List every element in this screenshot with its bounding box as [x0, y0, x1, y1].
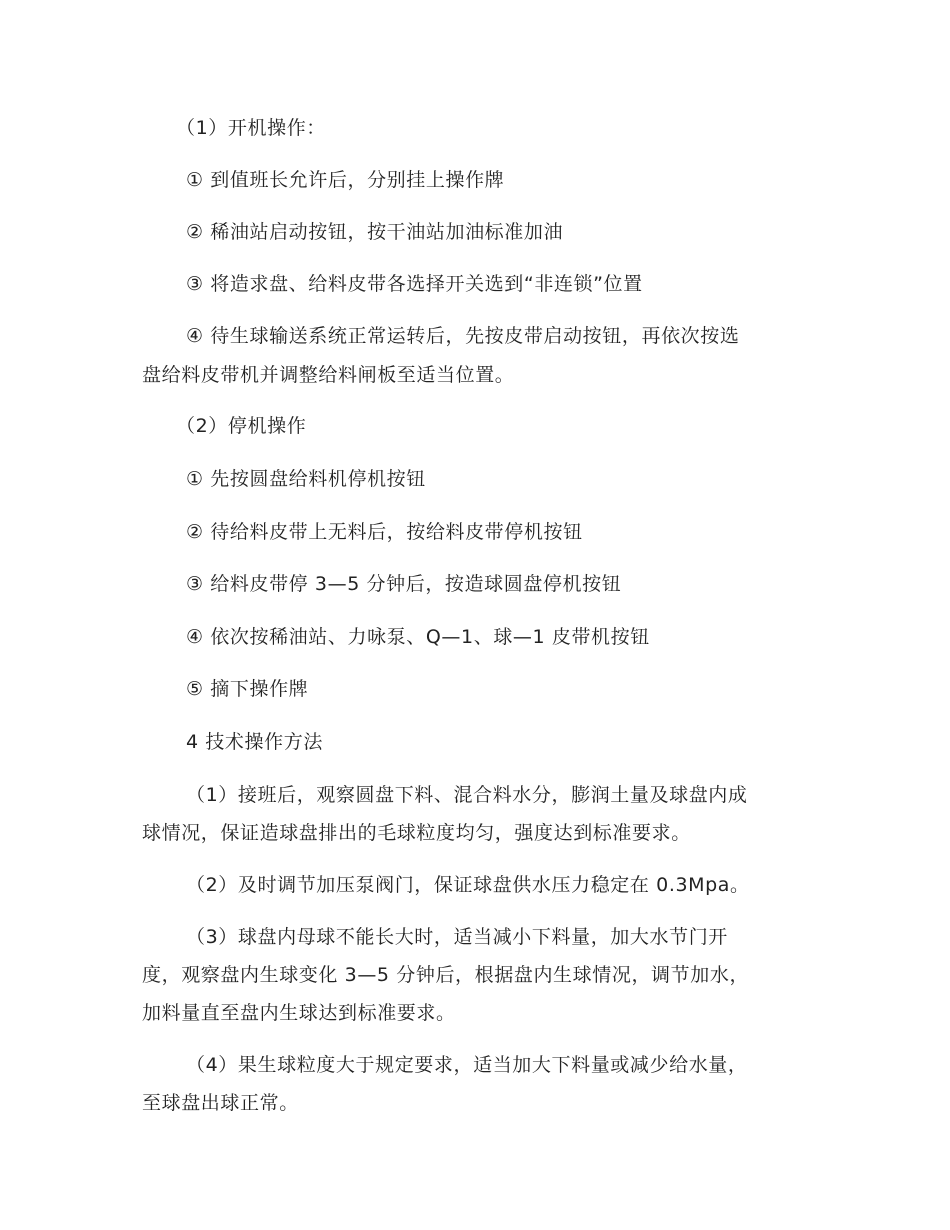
method-3-line-3: 加料量直至盘内生球达到标准要求。 [142, 1002, 456, 1024]
method-3-line-2: 度，观察盘内生球变化 3—5 分钟后，根据盘内生球情况，调节加水， [142, 964, 750, 986]
method-3-line-1: （3）球盘内母球不能长大时，适当减小下料量，加大水节门开 [186, 926, 728, 948]
method-4-line-1: （4）果生球粒度大于规定要求，适当加大下料量或减少给水量， [186, 1054, 748, 1076]
method-1-line-2: 球情况，保证造球盘排出的毛球粒度均匀，强度达到标准要求。 [142, 822, 691, 844]
startup-heading: （1）开机操作： [176, 117, 326, 139]
method-1-line-1: （1）接班后，观察圆盘下料、混合料水分，膨润土量及球盘内成 [186, 784, 748, 806]
startup-step-1: ① 到值班长允许后，分别挂上操作牌 [186, 169, 505, 191]
startup-step-3: ③ 将造求盘、给料皮带各选择开关选到“非连锁”位置 [186, 273, 643, 295]
startup-step-4-line-2: 盘给料皮带机并调整给料闸板至适当位置。 [142, 364, 515, 386]
method-2-line-1: （2）及时调节加压泵阀门，保证球盘供水压力稳定在 0.3Mpa。 [186, 874, 750, 896]
method-4-line-2: 至球盘出球正常。 [142, 1092, 299, 1114]
shutdown-step-2: ② 待给料皮带上无料后，按给料皮带停机按钮 [186, 521, 583, 543]
shutdown-heading: （2）停机操作 [176, 415, 307, 437]
startup-step-2: ② 稀油站启动按钮，按干油站加油标准加油 [186, 221, 564, 243]
shutdown-step-3: ③ 给料皮带停 3—5 分钟后，按造球圆盘停机按钮 [186, 573, 622, 595]
shutdown-step-5: ⑤ 摘下操作牌 [186, 678, 309, 700]
method-heading: 4 技术操作方法 [186, 731, 323, 753]
startup-step-4-line-1: ④ 待生球输送系统正常运转后，先按皮带启动按钮，再依次按选 [186, 325, 740, 347]
shutdown-step-1: ① 先按圆盘给料机停机按钮 [186, 468, 426, 490]
shutdown-step-4: ④ 依次按稀油站、力咏泵、Q—1、球—1 皮带机按钮 [186, 626, 650, 648]
